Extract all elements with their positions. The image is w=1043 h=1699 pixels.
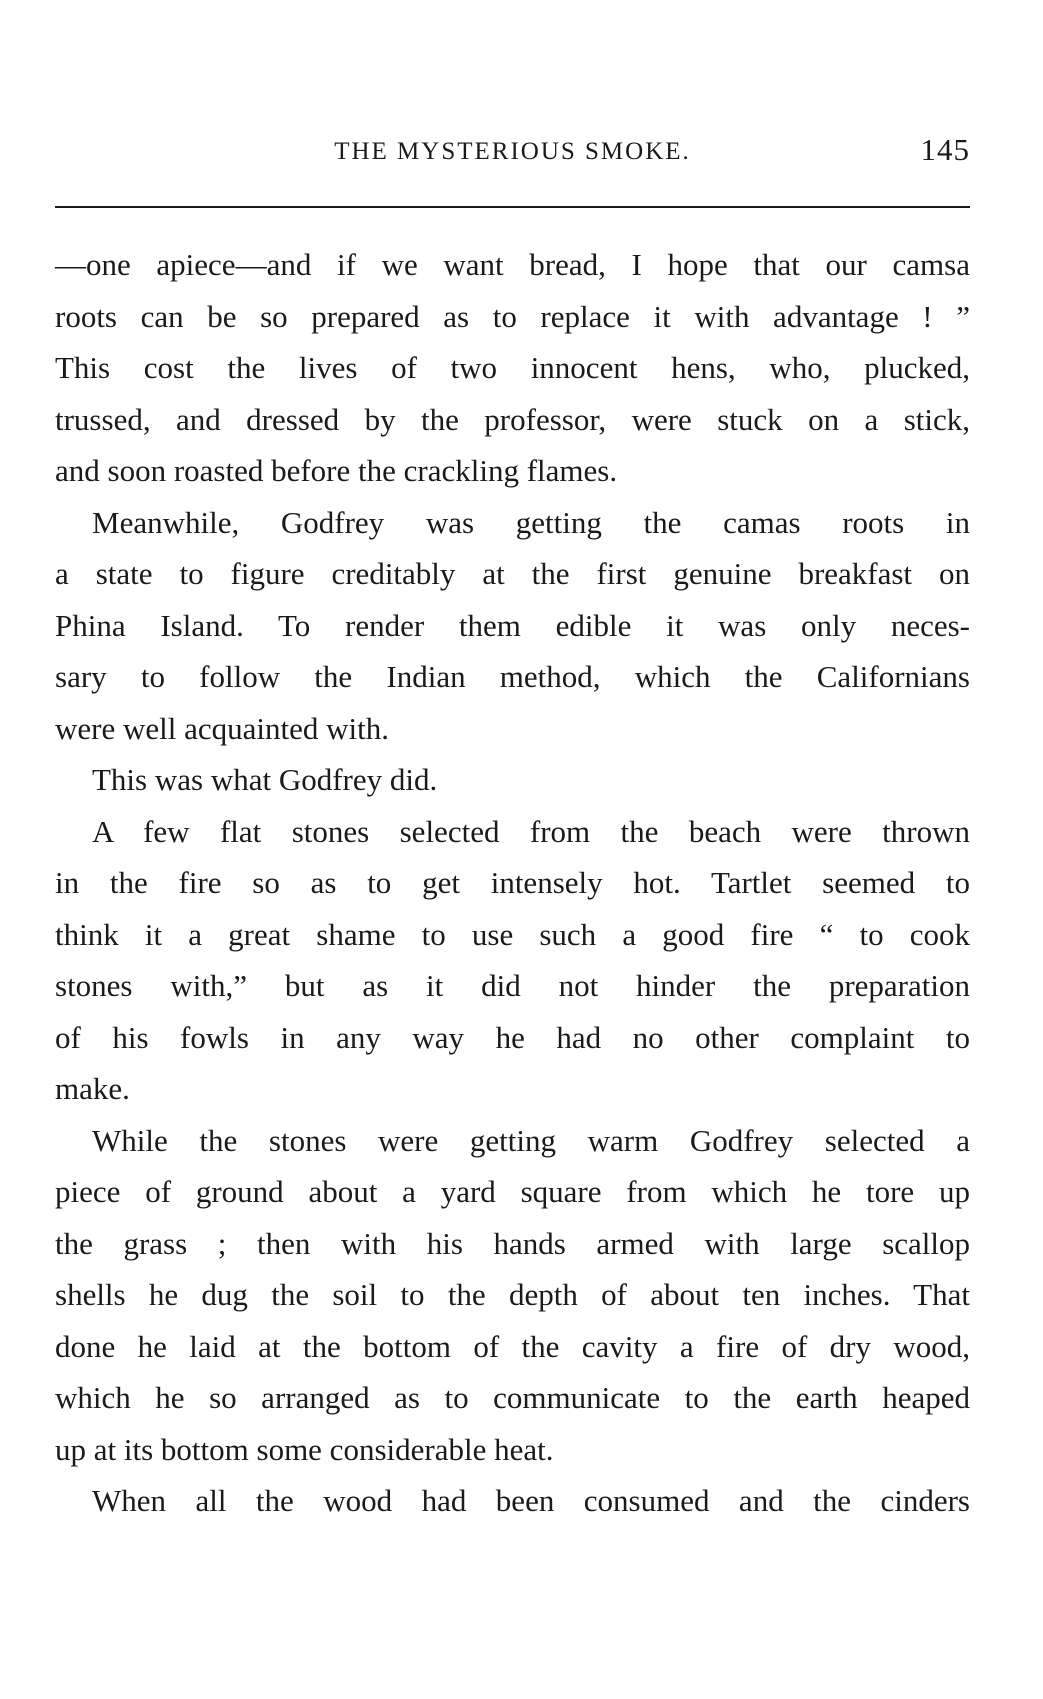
text-line: A few flat stones selected from the beach were thrown xyxy=(92,813,970,849)
text-line: This cost the lives of two innocent hens, who, plucked, xyxy=(55,350,970,385)
text-line: of his fowls in any way he had no other complaint to xyxy=(55,1019,970,1055)
text-line: in the fire so as to get intensely hot. Tartlet seemed to xyxy=(55,865,970,900)
text-line: done he laid at the bottom of the cavity a fire of dry wood, xyxy=(55,1328,970,1364)
text-line: This was what Godfrey did. xyxy=(92,762,438,797)
text-line: sary to follow the Indian method, which the Californians xyxy=(55,659,970,694)
text-line: While the stones were getting warm Godfrey selected a xyxy=(92,1122,970,1158)
text-line: shells he dug the soil to the depth of about ten inches. That xyxy=(55,1277,970,1312)
text-line: make. xyxy=(55,1071,130,1106)
text-line: up at its bottom some considerable heat. xyxy=(55,1431,554,1467)
text-line: which he so arranged as to communicate to the earth heaped xyxy=(55,1380,970,1415)
text-line: roots can be so prepared as to replace it with advantage ! ” xyxy=(55,298,970,334)
text-line: —one apiece—and if we want bread, I hope that our camsa xyxy=(55,247,970,282)
text-line: piece of ground about a yard square from which he tore up xyxy=(55,1174,970,1209)
text-line: trussed, and dressed by the professor, were stuck on a stick, xyxy=(55,401,970,437)
chapter-title: THE MYSTERIOUS SMOKE. xyxy=(334,138,691,165)
text-line: When all the wood had been consumed and the cinders xyxy=(92,1483,970,1518)
text-line: Phina Island. To render them edible it was only neces- xyxy=(55,607,970,643)
text-line: and soon roasted before the crackling flames. xyxy=(55,453,618,488)
running-head xyxy=(55,132,970,172)
text-line: were well acquainted with. xyxy=(55,710,389,746)
text-line: stones with,” but as it did not hinder the preparation xyxy=(55,968,970,1003)
text-line: think it a great shame to use such a good fire “ to cook xyxy=(55,916,970,952)
header-rule xyxy=(55,206,970,208)
text-line: a state to figure creditably at the first genuine breakfast on xyxy=(55,556,970,591)
body-text xyxy=(55,239,970,1527)
text-line: Meanwhile, Godfrey was getting the camas roots in xyxy=(92,504,970,540)
page-number: 145 xyxy=(920,132,970,167)
text-line: the grass ; then with his hands armed with large scallop xyxy=(55,1225,970,1261)
